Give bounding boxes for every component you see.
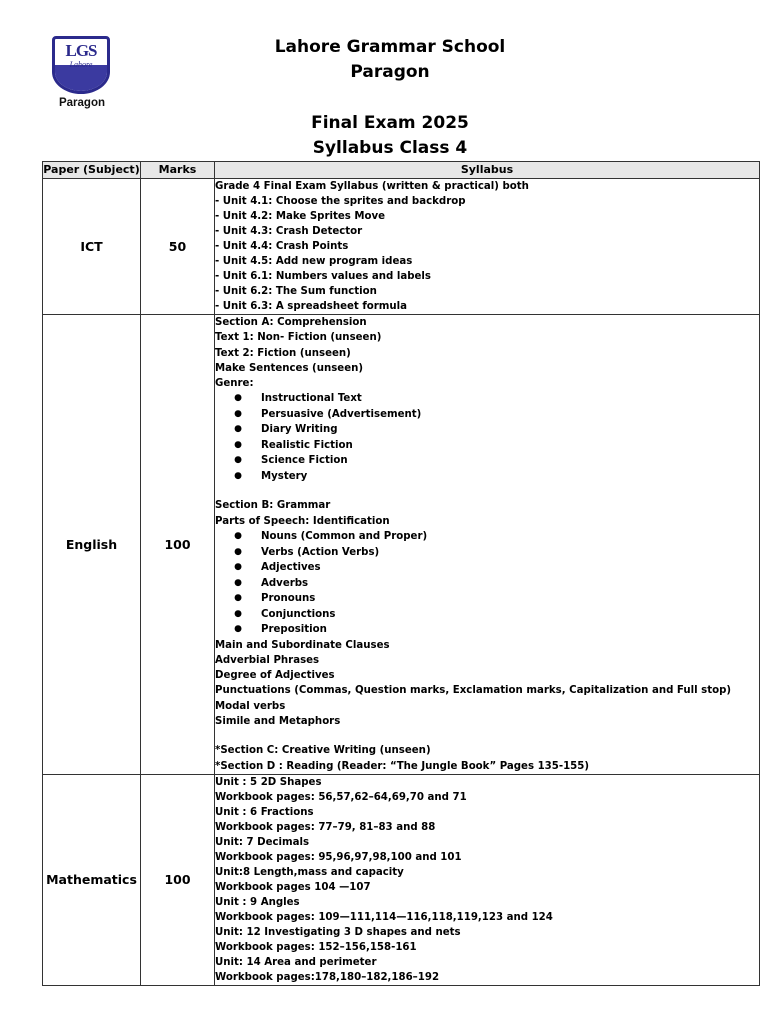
bullet-text: Diary Writing xyxy=(261,424,338,436)
bullet-text: Instructional Text xyxy=(261,393,362,405)
syllabus-line: Unit: 7 Decimals xyxy=(215,836,310,848)
bullet-icon: ● xyxy=(234,608,242,619)
syllabus-line: Workbook pages: 109—111,114—116,118,119,123 and 124 xyxy=(215,911,553,923)
exam-title: Final Exam 2025 xyxy=(311,113,469,133)
marks-cell: 100 xyxy=(141,774,215,985)
bullet-item xyxy=(215,560,759,576)
bullet-text: Pronouns xyxy=(261,593,316,605)
spacer xyxy=(215,729,759,743)
syllabus-cell xyxy=(215,179,760,315)
syllabus-line: Workbook pages: 56,57,62–64,69,70 and 71 xyxy=(215,791,467,803)
syllabus-line: Unit : 5 2D Shapes xyxy=(215,776,322,788)
bullet-text: Conjunctions xyxy=(261,608,336,620)
section-heading: *Section C: Creative Writing (unseen) xyxy=(215,745,431,757)
marks-cell: 50 xyxy=(141,179,215,315)
col-header-subject: Paper (Subject) xyxy=(43,162,141,179)
bullet-icon: ● xyxy=(234,408,242,419)
bullet-item xyxy=(215,622,759,638)
bullet-text: Science Fiction xyxy=(261,455,348,467)
logo-word: Paragon xyxy=(58,97,105,109)
bullet-text: Adverbs xyxy=(261,577,309,589)
syllabus-line: Text 1: Non- Fiction (unseen) xyxy=(215,332,382,344)
syllabus-line: Workbook pages: 77–79, 81–83 and 88 xyxy=(215,821,436,833)
syllabus-line: Unit : 6 Fractions xyxy=(215,806,314,818)
bullet-icon: ● xyxy=(234,562,242,573)
syllabus-line: Main and Subordinate Clauses xyxy=(215,639,390,651)
section-heading: Section B: Grammar xyxy=(215,500,331,512)
subject-cell: English xyxy=(43,315,141,775)
logo-script: Lahore xyxy=(69,60,93,69)
col-header-syllabus: Syllabus xyxy=(215,162,760,179)
syllabus-line: - Unit 4.2: Make Sprites Move xyxy=(215,211,386,222)
syllabus-line: - Unit 4.4: Crash Points xyxy=(215,241,349,252)
syllabus-line: Unit : 9 Angles xyxy=(215,896,300,908)
section-heading: *Section D : Reading (Reader: “The Jungle Book” Pages 135-155) xyxy=(215,760,589,772)
parts-label: Parts of Speech: Identification xyxy=(215,515,390,527)
bullet-icon: ● xyxy=(234,531,242,542)
bullet-item xyxy=(215,407,759,423)
syllabus-line: Make Sentences (unseen) xyxy=(215,362,364,374)
bullet-icon: ● xyxy=(234,593,242,604)
syllabus-line: Degree of Adjectives xyxy=(215,670,335,682)
col-header-marks: Marks xyxy=(141,162,215,179)
branch-name: Paragon xyxy=(350,62,430,82)
bullet-icon: ● xyxy=(234,577,242,588)
syllabus-line: - Unit 4.1: Choose the sprites and backdrop xyxy=(215,196,466,207)
syllabus-line: Grade 4 Final Exam Syllabus (written & practical) both xyxy=(215,181,529,192)
bullet-item xyxy=(215,529,759,545)
syllabus-line: Modal verbs xyxy=(215,700,286,712)
bullet-icon: ● xyxy=(234,546,242,557)
bullet-item xyxy=(215,422,759,438)
syllabus-line: - Unit 6.1: Numbers values and labels xyxy=(215,271,431,282)
syllabus-line: Workbook pages:178,180–182,186–192 xyxy=(215,971,440,983)
bullet-text: Preposition xyxy=(261,624,327,636)
syllabus-line: - Unit 4.5: Add new program ideas xyxy=(215,256,413,267)
bullet-icon: ● xyxy=(234,624,242,635)
table-row-mathematics xyxy=(43,774,760,985)
bullet-item xyxy=(215,576,759,592)
bullet-text: Mystery xyxy=(261,470,308,482)
bullet-icon: ● xyxy=(234,393,242,404)
bullet-icon: ● xyxy=(234,470,242,481)
bullet-icon: ● xyxy=(234,455,242,466)
table-header-row xyxy=(43,162,760,179)
syllabus-line: Unit:8 Length,mass and capacity xyxy=(215,866,404,878)
subject-cell: Mathematics xyxy=(43,774,141,985)
bullet-item xyxy=(215,391,759,407)
syllabus-line: Unit: 14 Area and perimeter xyxy=(215,956,377,968)
syllabus-line: Adverbial Phrases xyxy=(215,654,320,666)
bullet-icon: ● xyxy=(234,439,242,450)
section-heading: Section A: Comprehension xyxy=(215,317,367,328)
table-row-ict xyxy=(43,179,760,315)
bullet-item xyxy=(215,469,759,485)
bullet-text: Nouns (Common and Proper) xyxy=(261,531,428,543)
bullet-item xyxy=(215,607,759,623)
bullet-text: Adjectives xyxy=(261,562,321,574)
bullet-item xyxy=(215,591,759,607)
syllabus-line: - Unit 6.2: The Sum function xyxy=(215,286,377,297)
genre-label: Genre: xyxy=(215,378,254,390)
school-name: Lahore Grammar School xyxy=(274,37,506,57)
syllabus-line: Punctuations (Commas, Question marks, Exclamation marks, Capitalization and Full stop) xyxy=(215,685,732,697)
bullet-item xyxy=(215,545,759,561)
bullet-text: Realistic Fiction xyxy=(261,439,353,451)
syllabus-line: - Unit 6.3: A spreadsheet formula xyxy=(215,301,408,312)
syllabus-line: Workbook pages: 95,96,97,98,100 and 101 xyxy=(215,851,462,863)
syllabus-cell xyxy=(215,774,760,985)
bullet-text: Persuasive (Advertisement) xyxy=(261,408,422,420)
bullet-item xyxy=(215,453,759,469)
bullet-text: Verbs (Action Verbs) xyxy=(261,546,380,558)
syllabus-line: Unit: 12 Investigating 3 D shapes and nets xyxy=(215,926,461,938)
logo-monogram: LGS xyxy=(65,41,97,60)
marks-cell: 100 xyxy=(141,315,215,775)
bullet-icon: ● xyxy=(234,424,242,435)
syllabus-title: Syllabus Class 4 xyxy=(312,138,468,158)
bullet-item xyxy=(215,438,759,454)
syllabus-cell xyxy=(215,315,760,775)
syllabus-line: Workbook pages 104 —107 xyxy=(215,881,371,893)
table-row-english xyxy=(43,315,760,775)
syllabus-line: - Unit 4.3: Crash Detector xyxy=(215,226,363,237)
syllabus-line: Workbook pages: 152–156,158-161 xyxy=(215,941,417,953)
subject-cell: ICT xyxy=(43,179,141,315)
syllabus-line: Text 2: Fiction (unseen) xyxy=(215,347,351,359)
spacer xyxy=(215,484,759,498)
syllabus-line: Simile and Metaphors xyxy=(215,716,341,728)
syllabus-table xyxy=(42,161,760,986)
